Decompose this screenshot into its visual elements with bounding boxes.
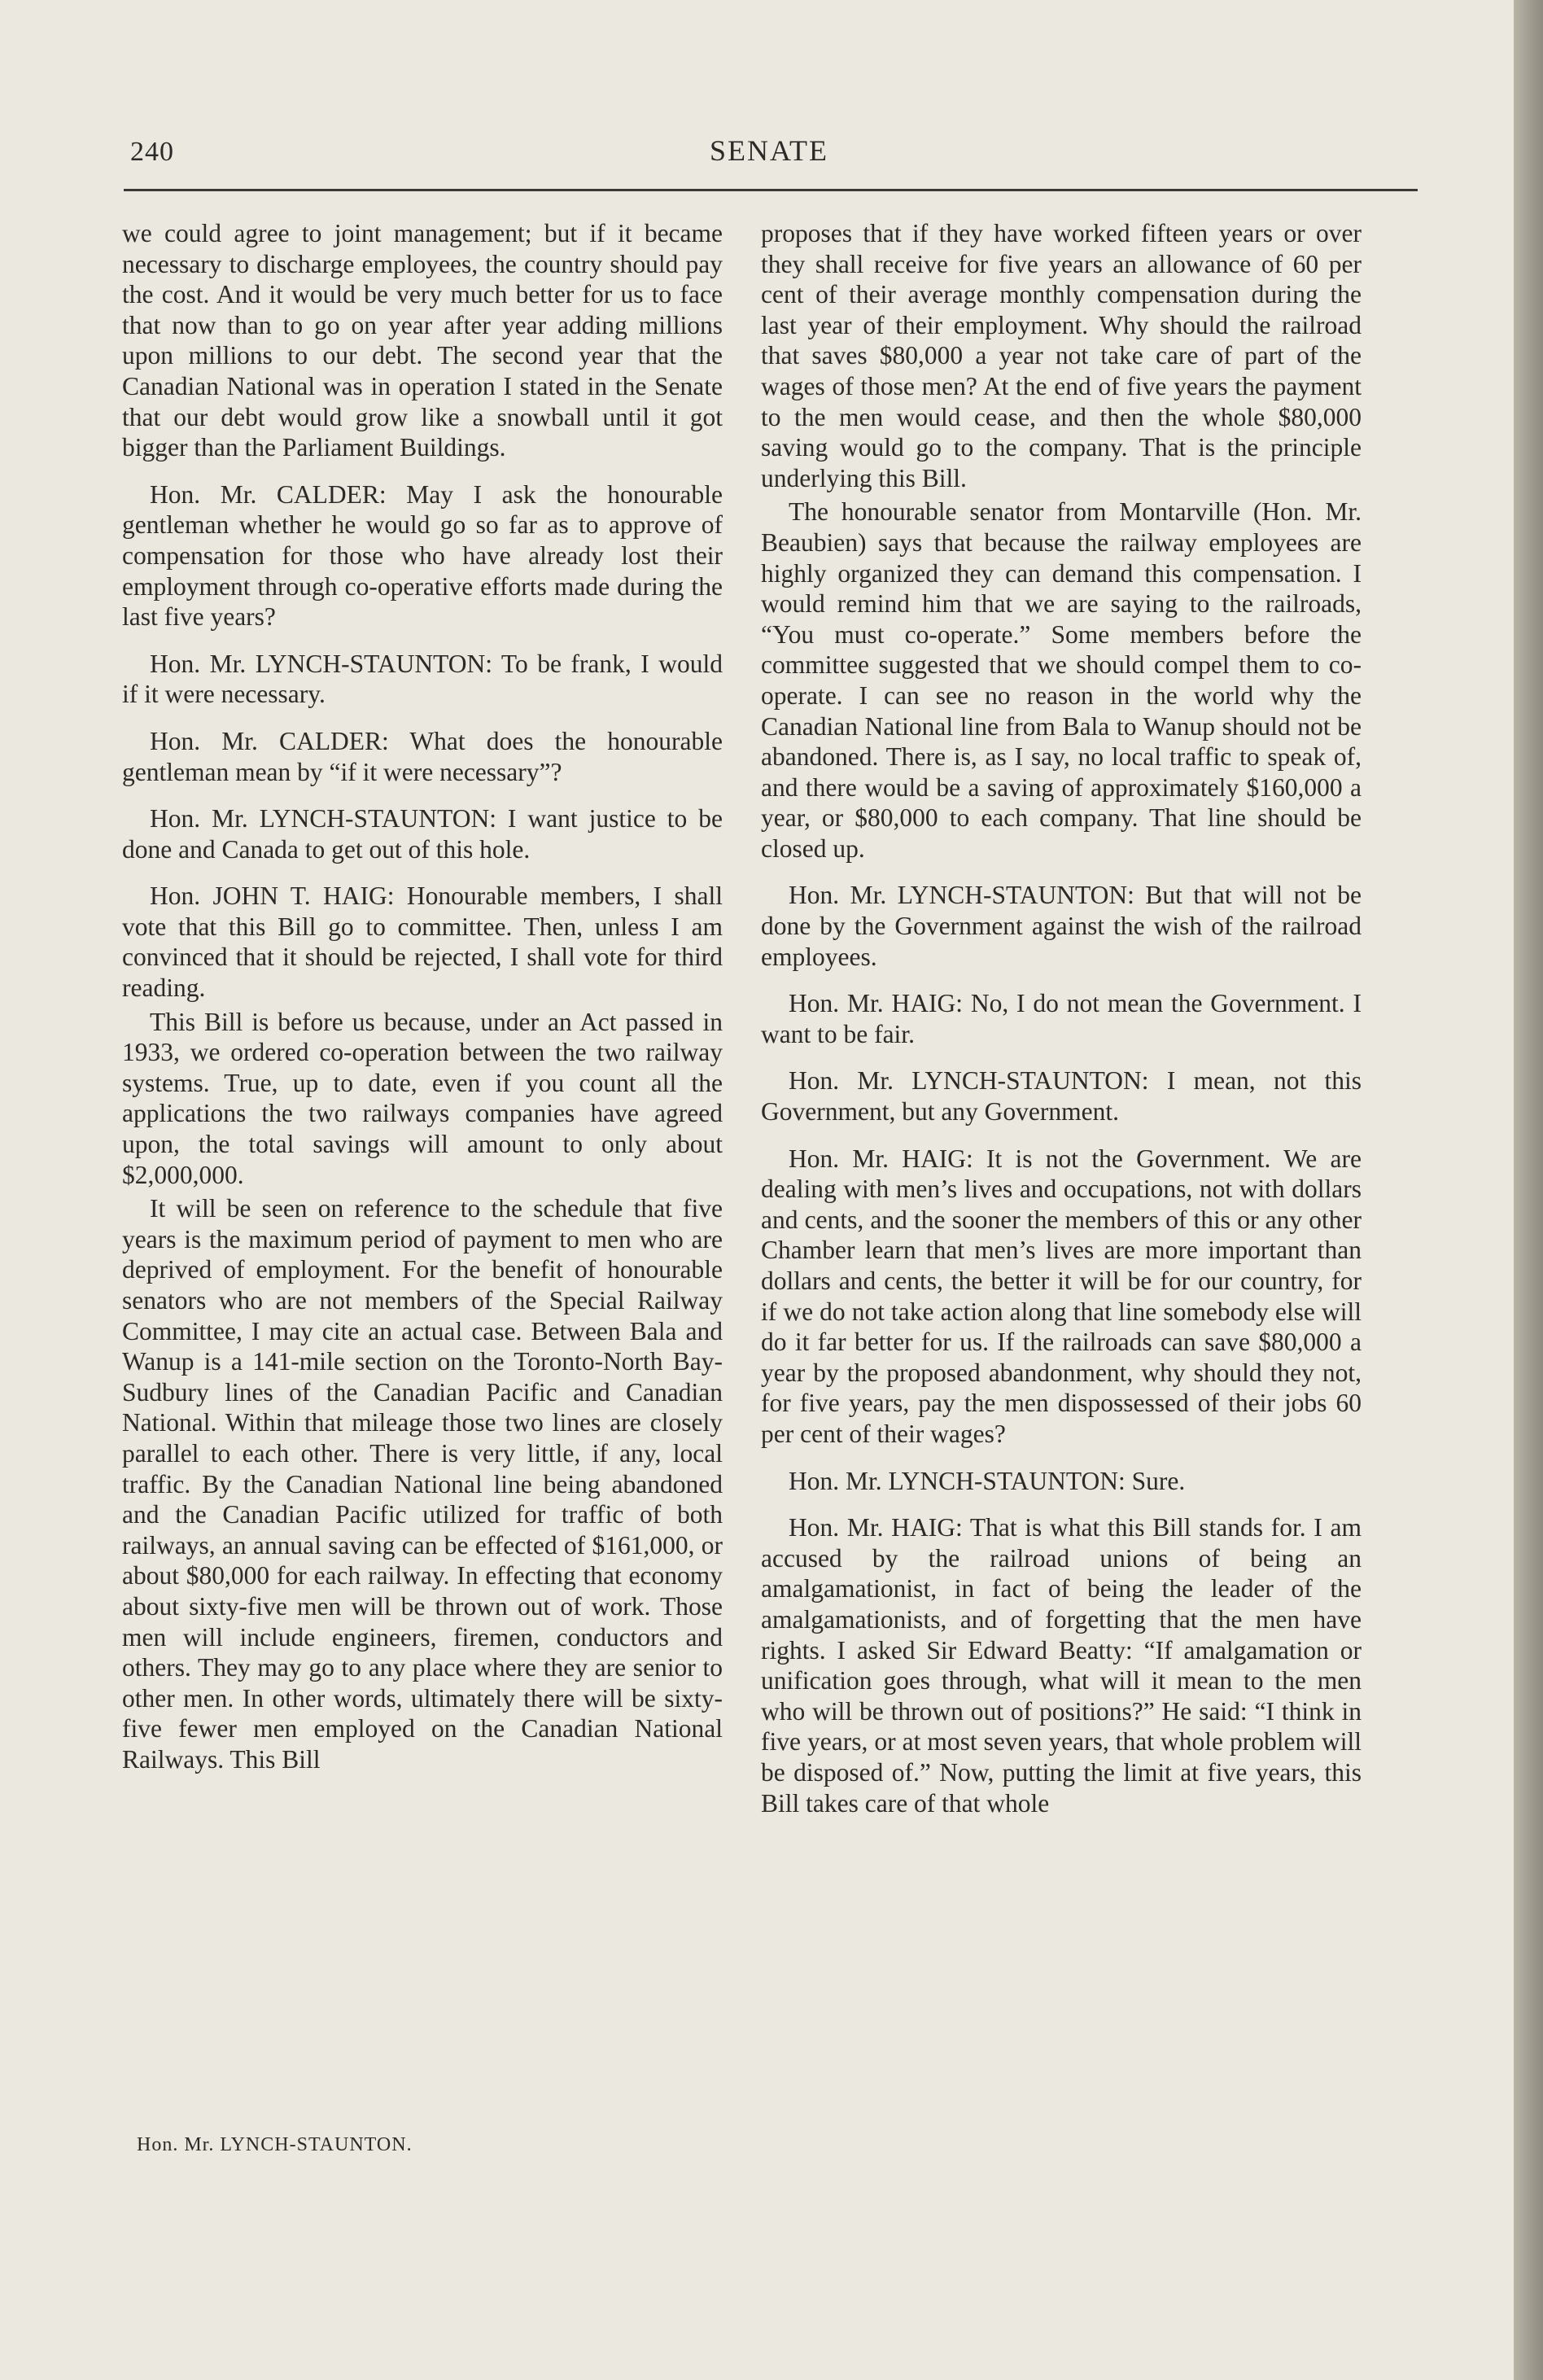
paragraph: Hon. Mr. LYNCH-STAUNTON: I want justice to be done and Canada to get out of this hole.: [122, 804, 723, 864]
paragraph: The honourable senator from Montarville (Hon. Mr. Beaubien) says that because the railway employees are highly organized they can demand this compensation. I would remind him that we are saying to the railroads, “You must co-operate.” Some members before the committee suggested that we should compel them to co-operate. I can see no reason in the world why the Canadian National line from Bala to Wanup should not be abandoned. There is, as I say, no local traffic to speak of, and there would be a saving of approximately $160,000 a year, or $80,000 to each company. That line should be closed up.: [761, 497, 1362, 863]
paragraph: Hon. Mr. LYNCH-STAUNTON: To be frank, I would if it were necessary.: [122, 649, 723, 709]
page-edge: [1514, 0, 1543, 2380]
header-rule: [124, 189, 1418, 191]
running-title: SENATE: [710, 134, 828, 167]
paragraph: Hon. Mr. CALDER: What does the honourable gentleman mean by “if it were necessary”?: [122, 726, 723, 786]
paragraph: Hon. Mr. CALDER: May I ask the honourable gentleman whether he would go so far as to approve of compensation for those who have already lost their employment through co-operative efforts made during the last five years?: [122, 479, 723, 632]
paragraph: It will be seen on reference to the schedule that five years is the maximum period of payment to men who are deprived of employment. For the benefit of honourable senators who are not members of the Special Railway Committee, I may cite an actual case. Between Bala and Wanup is a 141-mile section on the Toronto-North Bay-Sudbury lines of the Canadian Pacific and Canadian National. Within that mileage those two lines are closely parallel to each other. There is very little, if any, local traffic. By the Canadian National line being abandoned and the Canadian Pacific utilized for traffic of both railways, an annual saving can be effected of $161,000, or about $80,000 for each railway. In effecting that economy about sixty-five men will be thrown out of work. Those men will include engineers, firemen, conductors and others. They may go to any place where they are senior to other men. In other words, ultimately there will be sixty-five fewer men employed on the Canadian National Railways. This Bill: [122, 1194, 723, 1774]
paragraph: Hon. Mr. HAIG: No, I do not mean the Government. I want to be fair.: [761, 989, 1362, 1048]
page-number: 240: [130, 137, 174, 167]
paragraph: Hon. Mr. LYNCH-STAUNTON: Sure.: [789, 1466, 1186, 1495]
right-column: [761, 218, 1362, 1818]
paragraph: Hon. Mr. LYNCH-STAUNTON: I mean, not this Government, but any Government.: [761, 1066, 1362, 1127]
paragraph: Hon. Mr. LYNCH-STAUNTON: But that will not be done by the Government against the wish of the railroad employees.: [761, 881, 1362, 971]
paragraph: we could agree to joint management; but if it became necessary to discharge employees, the country should pay the cost. And it would be very much better for us to face that now than to go on year after year adding millions upon millions to our debt. The second year that the Canadian National was in operation I stated in the Senate that our debt would grow like a snowball until it got bigger than the Parliament Buildings.: [122, 219, 723, 462]
paragraph: This Bill is before us because, under an Act passed in 1933, we ordered co-operation between the two railway systems. True, up to date, even if you count all the applications the two railways companies have agreed upon, the total savings will amount to only about $2,000,000.: [122, 1007, 723, 1189]
paragraph: Hon. Mr. HAIG: That is what this Bill stands for. I am accused by the railroad unions of being an amalgamationist, in fact of being the leader of the amalgamationists, and of forgetting that the men have rights. I asked Sir Edward Beatty: “If amalgamation or unification goes through, what will it mean to the men who will be thrown out of positions?” He said: “I think in five years, or at most seven years, that whole problem will be disposed of.” Now, putting the limit at five years, this Bill takes care of that whole: [761, 1513, 1362, 1818]
paragraph: Hon. Mr. HAIG: It is not the Government. We are dealing with men’s lives and occupations, not with dollars and cents, and the sooner the members of this or any other Chamber learn that men’s lives are more important than dollars and cents, the better it will be for our country, for if we do not take action along that line somebody else will do it far better for us. If the railroads can save $80,000 a year by the proposed abandonment, why should they not, for five years, pay the men dispossessed of their jobs 60 per cent of their wages?: [761, 1144, 1362, 1448]
footer-speaker: Hon. Mr. LYNCH-STAUNTON.: [137, 2134, 413, 2155]
running-head: [122, 130, 1416, 179]
left-column: [122, 218, 723, 1775]
paragraph: proposes that if they have worked fifteen years or over they shall receive for five years an allowance of 60 per cent of their average monthly compensation during the last year of their employment. Why should the railroad that saves $80,000 a year not take care of part of the wages of those men? At the end of five years the payment to the men would cease, and then the whole $80,000 saving would go to the company. That is the principle underlying this Bill.: [761, 219, 1362, 492]
paragraph: Hon. JOHN T. HAIG: Honourable members, I shall vote that this Bill go to committee. Then, unless I am convinced that it should be rejected, I shall vote for third reading.: [122, 882, 723, 1003]
